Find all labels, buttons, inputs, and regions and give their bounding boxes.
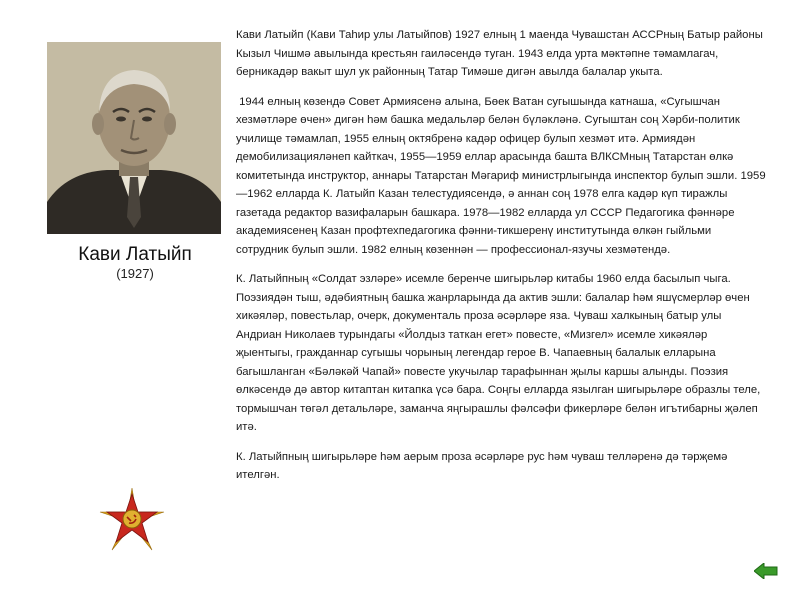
order-of-patriotic-war-icon	[98, 486, 166, 554]
bio-paragraph-2: 1944 елның көзендә Совет Армиясенә алына, Бөек Ватан сугышында катнаша, «Сугышчан хезмәтләре өчен» дигән һәм башка медальләр белән бүләкләнә. Сугыштан соң Хәрби-политик училище тәмамлап, 1955 елның октябренә кадәр офицер булып хезмәт итә. Армиядән демобилизацияләнеп кайткач, 1955—1959 еллар арасында башта ВЛКСМның Татарстан өлкә комитетында инструктор, аннары Татарстан Мәгариф министрлыгында инспектор булып эшли. 1959—1962 елларда К. Латыйп Казан телестудиясендә, ә аннан соң 1978 елга кадәр күп тиражлы газетада редактор вазифаларын башкара. 1978—1982 елларда ул СССР Педагогика фәннәре академиясенең Казан профтехпедагогика фәнни-тикшеренү институтында өлкән гыйльми сотрудник булып эшли. 1982 елның көзеннән — профессионал-язучы хезмәтендә.	[236, 95, 766, 256]
portrait-illustration	[47, 42, 221, 234]
person-name: Кави Латыйп	[78, 244, 192, 265]
person-year: (1927)	[116, 266, 154, 281]
bio-paragraph-1: Кави Латыйп (Кави Таһир улы Латыйпов) 1927 елның 1 маенда Чувашстан АССРның Батыр районы Кызыл Чишмә авылында крестьян гаиләсендә туган. 1943 елда урта мәктәпне тәмамлагач, берникадәр вакыт шул ук районның Татар Тимәше дигән авылда балалар укыта.	[236, 29, 763, 78]
bio-paragraph-4: К. Латыйпның шигырьләре һәм аерым проза әсәрләре рус һәм чуваш телләренә дә тәрҗемә ителгән.	[236, 450, 728, 481]
back-arrow-icon[interactable]	[754, 563, 778, 579]
bio-paragraph-3: К. Латыйпның «Солдат эзләре» исемле беренче шигырьләр китабы 1960 елда басылып чыга. Поэзиядән тыш, әдәбиятның башка жанрларында да актив эшли: балалар һәм яшүсмерләр өчен хикәяләр, повестьлар, очерк, документаль проза әсәрләре яза. Чуваш халкының батыр улы Андриан Николаев турындагы «Йолдыз таткан егет» повесте, «Мизгел» исемле хикәяләр җыентыгы, гражданнар сугышы чорының легендар герое В. Чапаевның балалык елларына багышланган «Бәләкәй Чапай» повесте укучылар тарафыннан җылы каршы алынды. Поэзия өлкәсендә дә автор китаптан китапка үсә бара. Соңгы елларда язылган шигырьләре образлы теле, тормышчан төгәл детальләре, заманча яңгырашлы фәлсәфи фикерләре белән игътибарны җәлеп итә.	[236, 273, 761, 433]
portrait-photo	[47, 42, 221, 234]
biography-text	[236, 26, 766, 496]
